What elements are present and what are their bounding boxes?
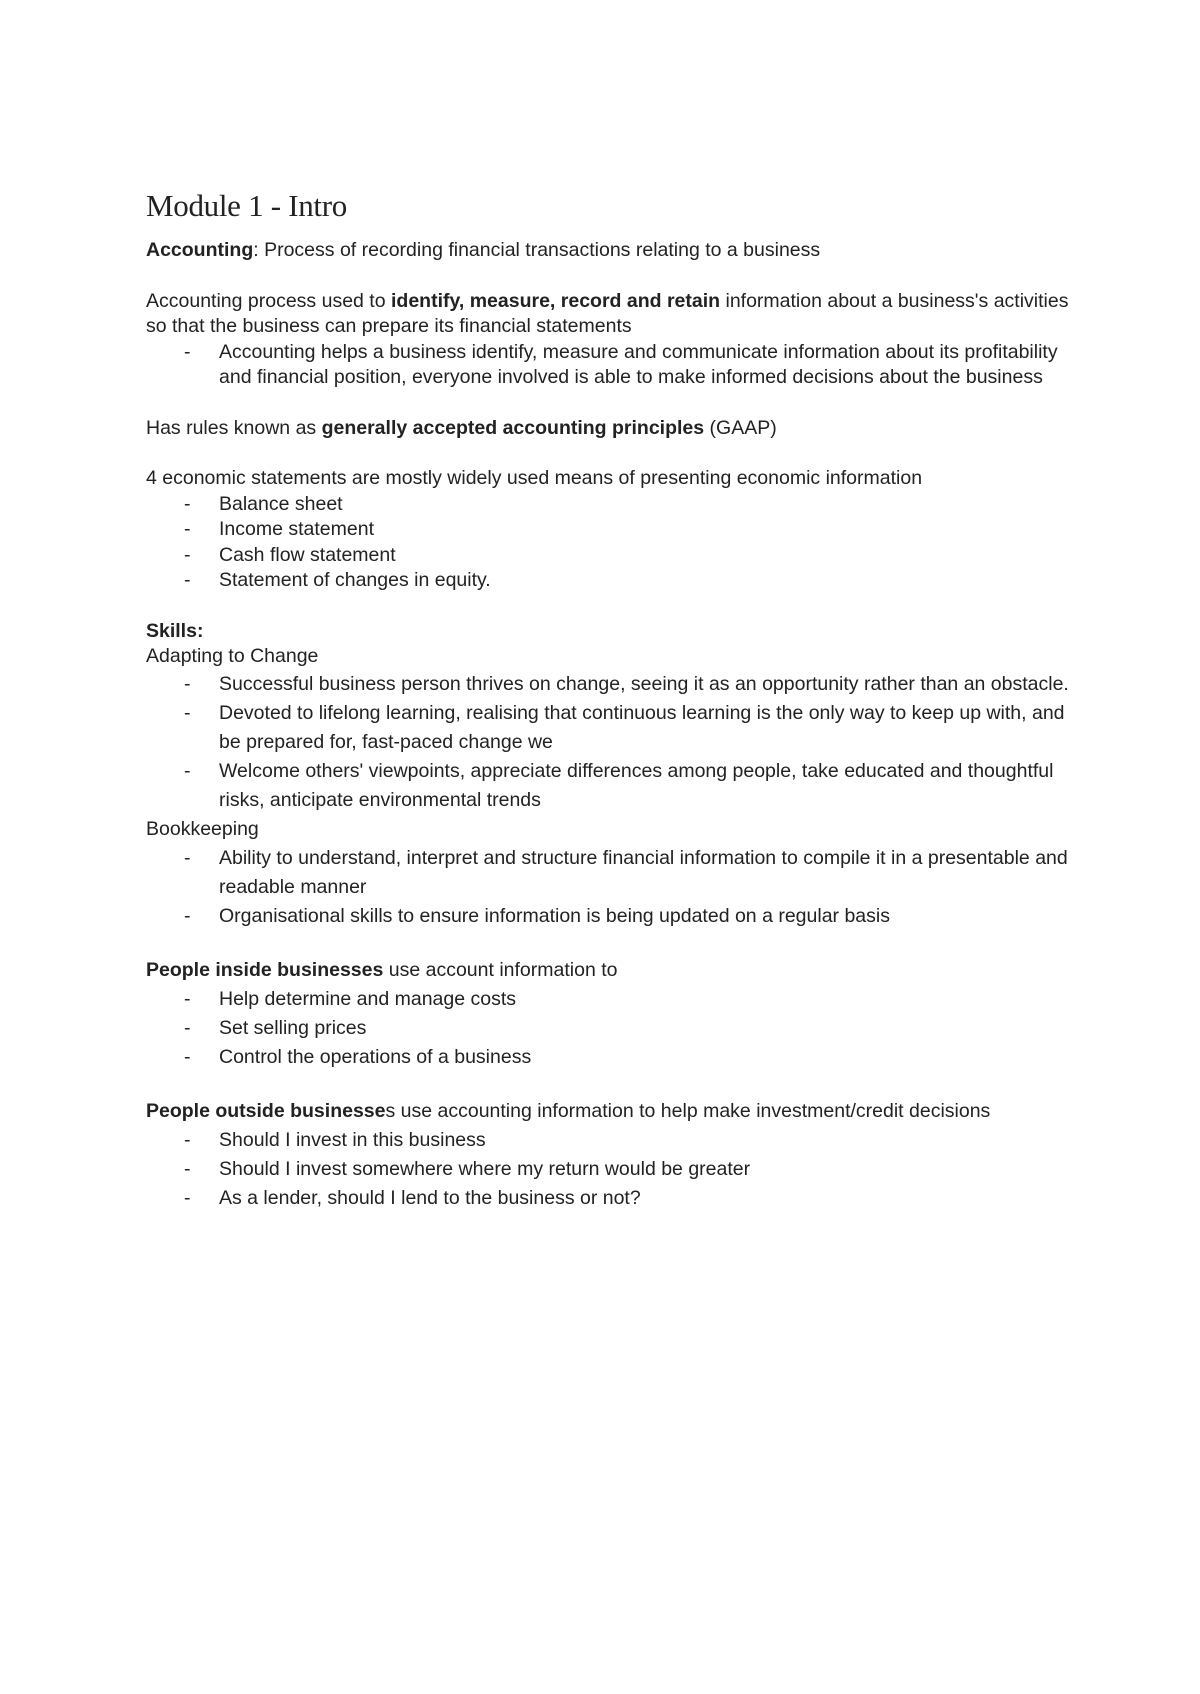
list-item: - Balance sheet bbox=[146, 492, 1076, 518]
adapting-label: Adapting to Change bbox=[146, 645, 319, 667]
outside-text-bold: People outside businesse bbox=[146, 1099, 386, 1122]
skills-heading bbox=[146, 619, 1076, 645]
process-text-bold: identify, measure, record and retain bbox=[390, 289, 721, 312]
list-item: - Successful business person thrives on change, seeing it as an opportunity rather than an obstacle. bbox=[146, 670, 1076, 699]
list-item: - Should I invest somewhere where my return would be greater bbox=[146, 1155, 1076, 1184]
list-item: - Welcome others' viewpoints, appreciate differences among people, take educated and thoughtful risks, anticipate environmental trends bbox=[146, 757, 1076, 815]
list-item: - As a lender, should I lend to the business or not? bbox=[146, 1184, 1076, 1213]
skills-heading-text: Skills: bbox=[146, 619, 204, 642]
list-item: - Organisational skills to ensure information is being updated on a regular basis bbox=[146, 902, 1076, 931]
page-title: Module 1 - Intro bbox=[146, 188, 347, 223]
accounting-term: Accounting bbox=[146, 239, 254, 261]
list-item: - Income statement bbox=[146, 517, 1076, 543]
list-item: - Help determine and manage costs bbox=[146, 985, 1076, 1014]
inside-list bbox=[146, 985, 1076, 1072]
process-text-pre: Accounting process used to bbox=[146, 289, 391, 312]
document-content bbox=[146, 186, 1076, 1213]
statements-list bbox=[146, 492, 1076, 594]
list-item: - Devoted to lifelong learning, realising that continuous learning is the only way to keep up with, and be prepared for, fast-paced change we bbox=[146, 699, 1076, 757]
outside-paragraph bbox=[146, 1097, 1076, 1126]
adapting-list bbox=[146, 670, 1076, 815]
statements-intro: 4 economic statements are mostly widely used means of presenting economic information bbox=[146, 467, 923, 489]
list-item: - Statement of changes in equity. bbox=[146, 568, 1076, 594]
process-text-post: information about a business's activities so that the business can prepare its financial statements bbox=[146, 289, 1069, 337]
outside-list bbox=[146, 1126, 1076, 1213]
list-item: - Set selling prices bbox=[146, 1014, 1076, 1043]
gaap-paragraph bbox=[146, 416, 1076, 442]
list-item: - Control the operations of a business bbox=[146, 1043, 1076, 1072]
accounting-definition bbox=[146, 238, 1076, 264]
gaap-text-bold: generally accepted accounting principles bbox=[321, 416, 705, 439]
inside-paragraph bbox=[146, 956, 1076, 985]
list-item: - Accounting helps a business identify, measure and communicate information about its profitability and financial position, everyone involved is able to make informed decisions about the business bbox=[146, 340, 1076, 391]
process-bullet-list bbox=[146, 340, 1076, 391]
list-item: - Cash flow statement bbox=[146, 543, 1076, 569]
list-item: - Ability to understand, interpret and structure financial information to compile it in a presentable and readable manner bbox=[146, 844, 1076, 902]
outside-text-post: s use accounting information to help make investment/credit decisions bbox=[385, 1099, 991, 1122]
inside-text-post: use account information to bbox=[383, 958, 618, 981]
process-paragraph bbox=[146, 289, 1076, 340]
accounting-definition-text: : Process of recording financial transactions relating to a business bbox=[253, 239, 821, 261]
bookkeeping-label: Bookkeeping bbox=[146, 817, 259, 840]
inside-text-bold: People inside businesses bbox=[146, 958, 384, 981]
gaap-text-post: (GAAP) bbox=[704, 416, 777, 439]
list-item: - Should I invest in this business bbox=[146, 1126, 1076, 1155]
gaap-text-pre: Has rules known as bbox=[146, 416, 322, 439]
bookkeeping-list bbox=[146, 844, 1076, 931]
